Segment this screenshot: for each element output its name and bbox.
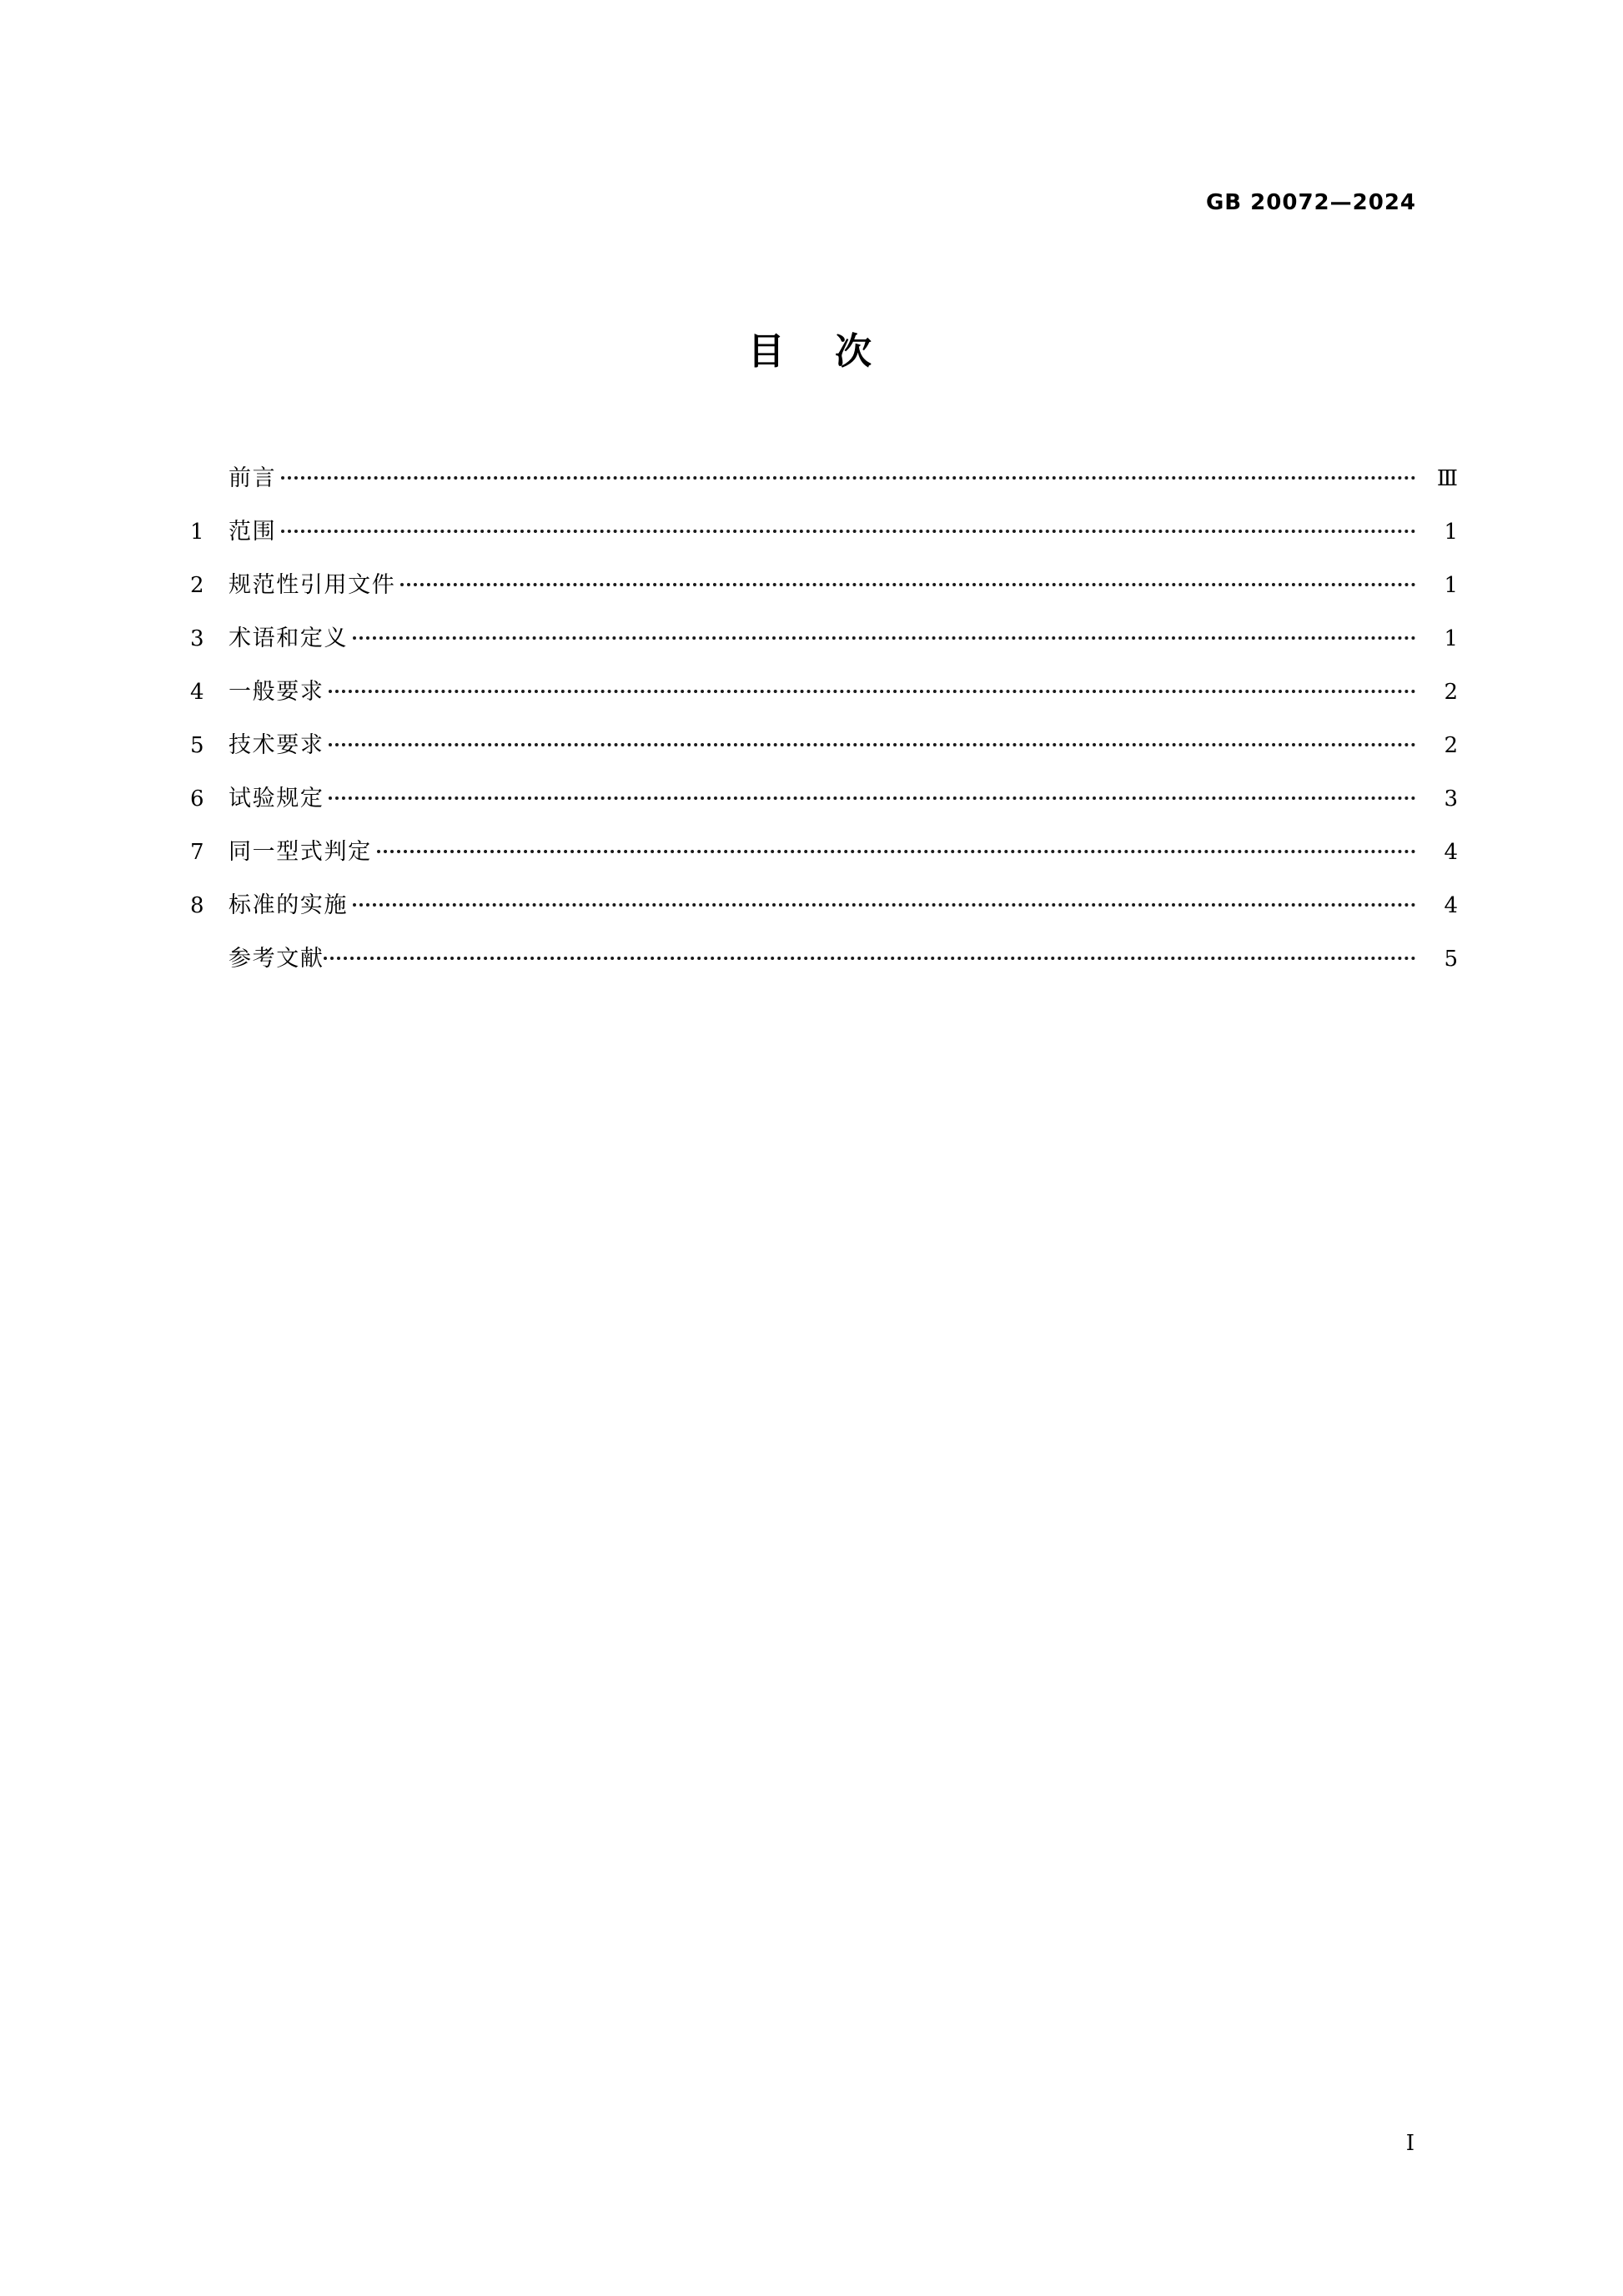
page-number-footer: Ⅰ [1405,2131,1414,2156]
toc-entry-number: 6 [190,786,204,811]
toc-entry-page: 2 [1444,733,1458,758]
list-item[interactable] [190,676,1458,730]
standard-number-header: GB 20072—2024 [1205,190,1416,215]
toc-entry-page: 3 [1444,786,1458,811]
toc-entry-label: 试验规定 [229,786,324,811]
toc-leader-dots [281,516,1416,539]
toc-entry-number: 3 [190,626,204,651]
toc-leader-dots [377,837,1416,859]
toc-entry-page: 1 [1444,626,1458,651]
toc-leader-dots [329,730,1416,752]
toc-entry-page: 2 [1444,680,1458,705]
toc-entry-number: 8 [190,893,204,918]
toc-leader-dots [353,890,1416,912]
toc-entry-label: 规范性引用文件 [229,572,396,598]
toc-leader-dots [329,783,1416,806]
toc-entry-label: 技术要求 [229,732,324,758]
page-title [0,321,1623,374]
page-title-char-right: 次 [835,330,876,373]
list-item[interactable] [190,570,1458,623]
toc-entry-label: 一般要求 [229,679,324,705]
toc-leader-dots [353,623,1416,646]
toc-entry-page: Ⅲ [1436,466,1458,491]
toc-leader-dots [329,676,1416,699]
toc-entry-label: 标准的实施 [229,892,349,918]
toc-entry-page: 4 [1444,893,1458,918]
toc-entry-page: 4 [1444,840,1458,865]
list-item[interactable] [190,890,1458,943]
toc-entry-page: 5 [1444,947,1458,972]
toc-entry-page: 1 [1444,520,1458,545]
toc-entry-number: 2 [190,573,204,598]
list-item[interactable] [190,837,1458,890]
toc-entry-label: 范围 [229,519,277,545]
toc-entry-number: 4 [190,680,204,705]
list-item[interactable] [190,730,1458,783]
toc-entry-number: 1 [190,520,204,545]
list-item[interactable] [190,783,1458,837]
toc-entry-label: 前言 [229,465,277,491]
list-item[interactable] [190,943,1458,997]
toc-entry-page: 1 [1444,573,1458,598]
list-item[interactable] [190,623,1458,676]
table-of-contents [190,463,1458,997]
list-item[interactable] [190,463,1458,516]
toc-entry-number: 5 [190,733,204,758]
toc-entry-label: 同一型式判定 [229,839,372,865]
page-title-char-left: 目 [747,330,788,373]
toc-leader-dots [324,943,1416,966]
toc-entry-label: 参考文献 [229,946,324,972]
toc-entry-number: 7 [190,840,204,865]
list-item[interactable] [190,516,1458,570]
toc-entry-label: 术语和定义 [229,625,349,651]
toc-leader-dots [281,463,1416,485]
toc-leader-dots [400,570,1416,592]
